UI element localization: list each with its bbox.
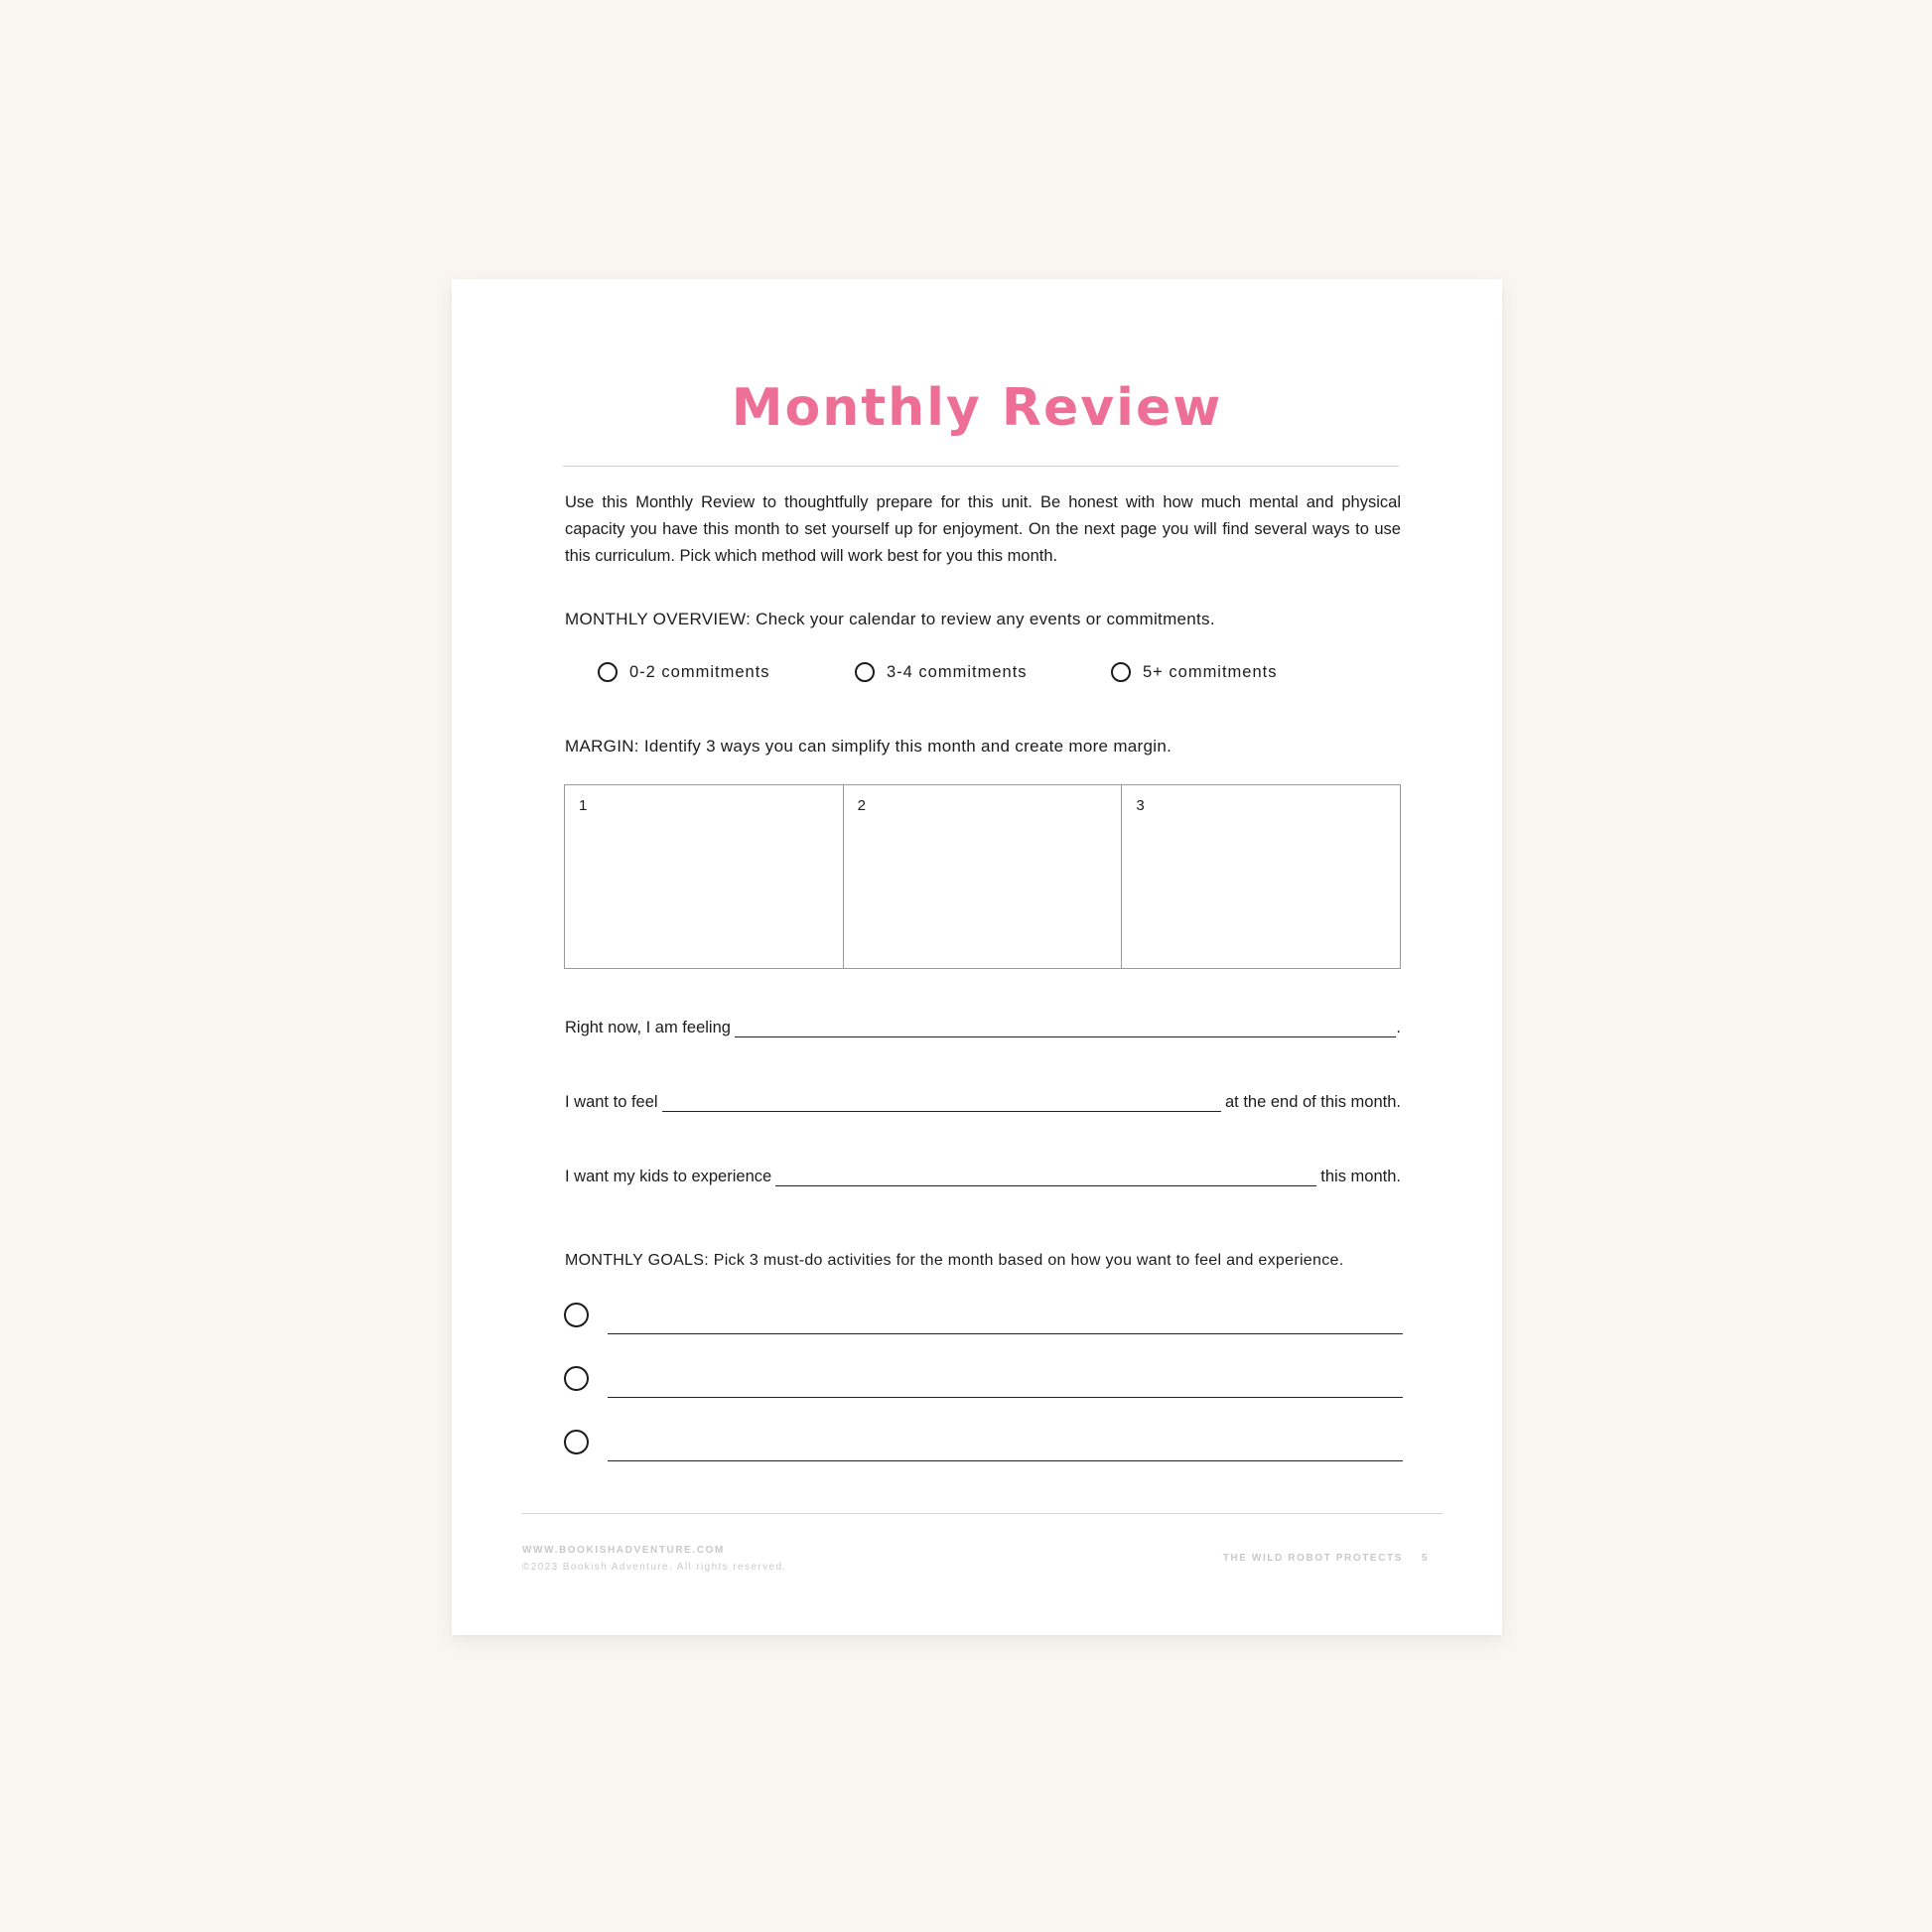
- goal-row-2: [564, 1366, 1403, 1406]
- prompt-text: at the end of this month.: [1224, 1093, 1401, 1111]
- monthly-goals-label: MONTHLY GOALS: Pick 3 must-do activities for the month based on how you want to feel and experience.: [565, 1252, 1344, 1269]
- radio-circle[interactable]: [1111, 662, 1131, 682]
- option-label: 3-4 commitments: [887, 662, 1028, 681]
- kids-experience-blank[interactable]: [775, 1168, 1316, 1186]
- commitment-option-5-plus[interactable]: [1111, 662, 1278, 682]
- goal-checkbox[interactable]: [564, 1303, 589, 1327]
- want-to-feel-prompt: [565, 1093, 1401, 1112]
- margin-box-3[interactable]: [1122, 785, 1400, 968]
- prompt-text: I want to feel: [565, 1093, 658, 1111]
- commitment-option-0-2[interactable]: [598, 662, 770, 682]
- radio-circle[interactable]: [855, 662, 875, 682]
- margin-label: MARGIN: Identify 3 ways you can simplify this month and create more margin.: [565, 737, 1173, 756]
- option-label: 0-2 commitments: [629, 662, 770, 681]
- feeling-prompt: [565, 1019, 1401, 1037]
- prompt-text: this month.: [1320, 1168, 1401, 1185]
- goal-row-3: [564, 1430, 1403, 1469]
- prompt-text: .: [1396, 1019, 1401, 1036]
- goal-row-1: [564, 1303, 1403, 1342]
- margin-boxes: [564, 784, 1401, 969]
- footer-copyright: ©2023 Bookish Adventure. All rights reserved.: [522, 1562, 787, 1573]
- want-to-feel-blank[interactable]: [662, 1093, 1221, 1112]
- box-number: 3: [1136, 797, 1145, 814]
- footer-divider: [521, 1513, 1443, 1514]
- goal-checkbox[interactable]: [564, 1430, 589, 1454]
- intro-paragraph: Use this Monthly Review to thoughtfully prepare for this unit. Be honest with how much mental and physical capacity you have this month to set yourself up for enjoyment. On the next page you will find several ways to use this curriculum. Pick which method will work best for you this month.: [565, 493, 1401, 565]
- goal-blank[interactable]: [608, 1460, 1403, 1461]
- box-number: 1: [579, 797, 588, 814]
- footer-book-title: THE WILD ROBOT PROTECTS: [1222, 1553, 1403, 1564]
- goal-checkbox[interactable]: [564, 1366, 589, 1391]
- page-title: Monthly Review: [731, 378, 1223, 438]
- worksheet-page: [452, 279, 1502, 1635]
- monthly-overview-label: MONTHLY OVERVIEW: Check your calendar to review any events or commitments.: [565, 610, 1215, 628]
- goal-blank[interactable]: [608, 1397, 1403, 1398]
- prompt-text: I want my kids to experience: [565, 1168, 772, 1185]
- title-divider: [563, 466, 1399, 467]
- option-label: 5+ commitments: [1143, 662, 1278, 681]
- radio-circle[interactable]: [598, 662, 618, 682]
- feeling-blank[interactable]: [735, 1019, 1396, 1037]
- footer-website: WWW.BOOKISHADVENTURE.COM: [522, 1545, 725, 1556]
- commitment-option-3-4[interactable]: [855, 662, 1028, 682]
- footer-page-number: 5: [1421, 1553, 1429, 1564]
- margin-box-2[interactable]: [844, 785, 1123, 968]
- goal-blank[interactable]: [608, 1333, 1403, 1334]
- prompt-text: Right now, I am feeling: [565, 1019, 731, 1036]
- kids-experience-prompt: [565, 1168, 1401, 1186]
- box-number: 2: [857, 797, 867, 814]
- margin-box-1[interactable]: [565, 785, 844, 968]
